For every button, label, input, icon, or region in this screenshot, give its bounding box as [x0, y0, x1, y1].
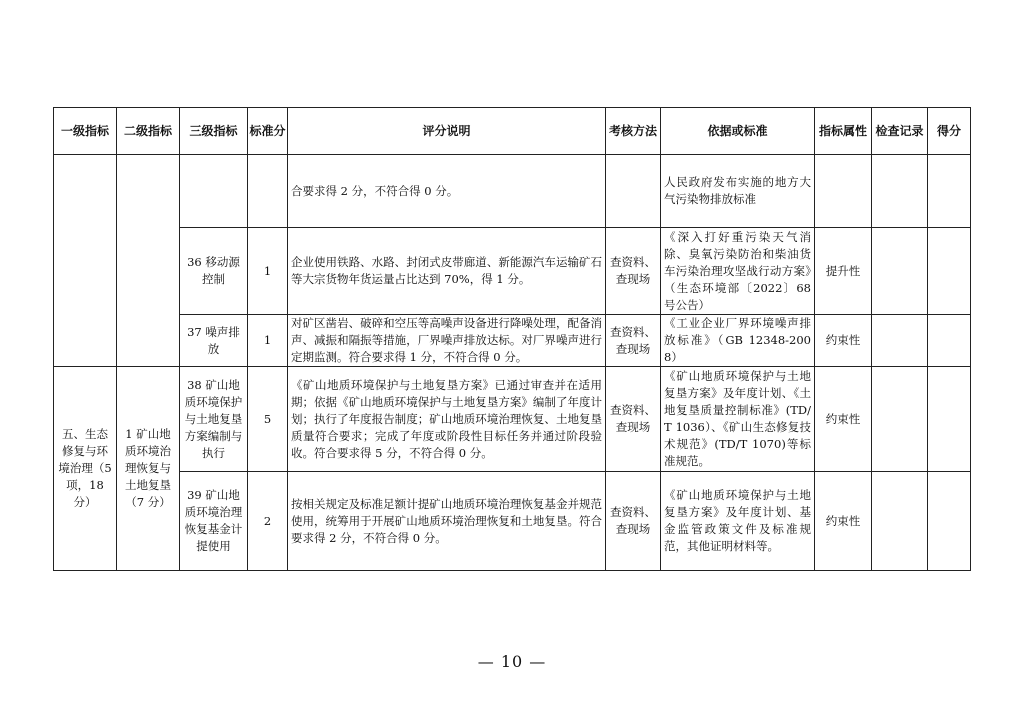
score-cell	[928, 315, 971, 367]
header-inspection-record: 检查记录	[872, 108, 928, 155]
level3-cell	[180, 155, 248, 228]
basis-cell: 《矿山地质环境保护与土地复垦方案》及年度计划、《土地复垦质量控制标准》(TD/T 1036）、《矿山生态修复技术规范》(TD/T 1070)等标准规范。	[661, 367, 815, 472]
inspection-record-cell	[872, 315, 928, 367]
header-level2: 二级指标	[117, 108, 180, 155]
header-level3: 三级指标	[180, 108, 248, 155]
table-row	[54, 228, 971, 315]
header-score: 得分	[928, 108, 971, 155]
level2-cell-continued	[117, 155, 180, 367]
header-scoring-description: 评分说明	[288, 108, 606, 155]
table-row	[54, 472, 971, 571]
inspection-record-cell	[872, 472, 928, 571]
level3-cell: 36 移动源控制	[180, 228, 248, 315]
basis-cell: 《深入打好重污染天气消除、臭氧污染防治和柴油货车污染治理攻坚战行动方案》（生态环境部〔2022〕68 号公告）	[661, 228, 815, 315]
score-cell	[928, 228, 971, 315]
header-indicator-attribute: 指标属性	[815, 108, 872, 155]
method-cell	[606, 155, 661, 228]
table-row	[54, 367, 971, 472]
header-assessment-method: 考核方法	[606, 108, 661, 155]
description-cell: 按相关规定及标准足额计提矿山地质环境治理恢复基金并规范使用，统筹用于开展矿山地质环境治理恢复和土地复垦。符合要求得 2 分，不符合得 0 分。	[288, 472, 606, 571]
method-cell: 查资料、查现场	[606, 315, 661, 367]
inspection-record-cell	[872, 367, 928, 472]
level2-cell: 1 矿山地质环境治理恢复与土地复垦（7 分）	[117, 367, 180, 571]
description-cell: 对矿区凿岩、破碎和空压等高噪声设备进行降噪处理，配备消声、减振和隔振等措施，厂界噪声排放达标。对厂界噪声进行定期监测。符合要求得 1 分，不符合得 0 分。	[288, 315, 606, 367]
level1-cell-continued	[54, 155, 117, 367]
attribute-cell: 提升性	[815, 228, 872, 315]
table-row	[54, 155, 971, 228]
header-standard-score: 标准分	[248, 108, 288, 155]
level1-cell: 五、生态修复与环境治理（5 项，18 分）	[54, 367, 117, 571]
description-cell: 企业使用铁路、水路、封闭式皮带廊道、新能源汽车运输矿石等大宗货物年货运量占比达到 70%，得 1 分。	[288, 228, 606, 315]
level3-cell: 38 矿山地质环境保护与土地复垦方案编制与执行	[180, 367, 248, 472]
attribute-cell	[815, 155, 872, 228]
table-row	[54, 315, 971, 367]
level3-cell: 39 矿山地质环境治理恢复基金计提使用	[180, 472, 248, 571]
score-cell	[928, 367, 971, 472]
standard-score-cell: 1	[248, 228, 288, 315]
attribute-cell: 约束性	[815, 315, 872, 367]
basis-cell: 《工业企业厂界环境噪声排放标准》（GB 12348-2008）	[661, 315, 815, 367]
standard-score-cell: 1	[248, 315, 288, 367]
standard-score-cell	[248, 155, 288, 228]
attribute-cell: 约束性	[815, 367, 872, 472]
method-cell: 查资料、查现场	[606, 472, 661, 571]
inspection-record-cell	[872, 155, 928, 228]
standard-score-cell: 5	[248, 367, 288, 472]
basis-cell: 《矿山地质环境保护与土地复垦方案》及年度计划、基金监管政策文件及标准规范，其他证明材料等。	[661, 472, 815, 571]
score-cell	[928, 155, 971, 228]
method-cell: 查资料、查现场	[606, 228, 661, 315]
description-cell: 合要求得 2 分，不符合得 0 分。	[288, 155, 606, 228]
standard-score-cell: 2	[248, 472, 288, 571]
level3-cell: 37 噪声排放	[180, 315, 248, 367]
method-cell: 查资料、查现场	[606, 367, 661, 472]
evaluation-table	[53, 107, 971, 571]
inspection-record-cell	[872, 228, 928, 315]
score-cell	[928, 472, 971, 571]
description-cell: 《矿山地质环境保护与土地复垦方案》已通过审查并在适用期；依据《矿山地质环境保护与土地复垦方案》编制了年度计划；执行了年度报告制度；矿山地质环境治理恢复、土地复垦质量符合要求；完成了年度或阶段性目标任务并通过阶段验收。符合要求得 5 分，不符合得 0 分。	[288, 367, 606, 472]
attribute-cell: 约束性	[815, 472, 872, 571]
table-header-row	[54, 108, 971, 155]
header-level1: 一级指标	[54, 108, 117, 155]
page-number: — 10 —	[477, 652, 547, 671]
header-basis-standard: 依据或标准	[661, 108, 815, 155]
basis-cell: 人民政府发布实施的地方大气污染物排放标准	[661, 155, 815, 228]
